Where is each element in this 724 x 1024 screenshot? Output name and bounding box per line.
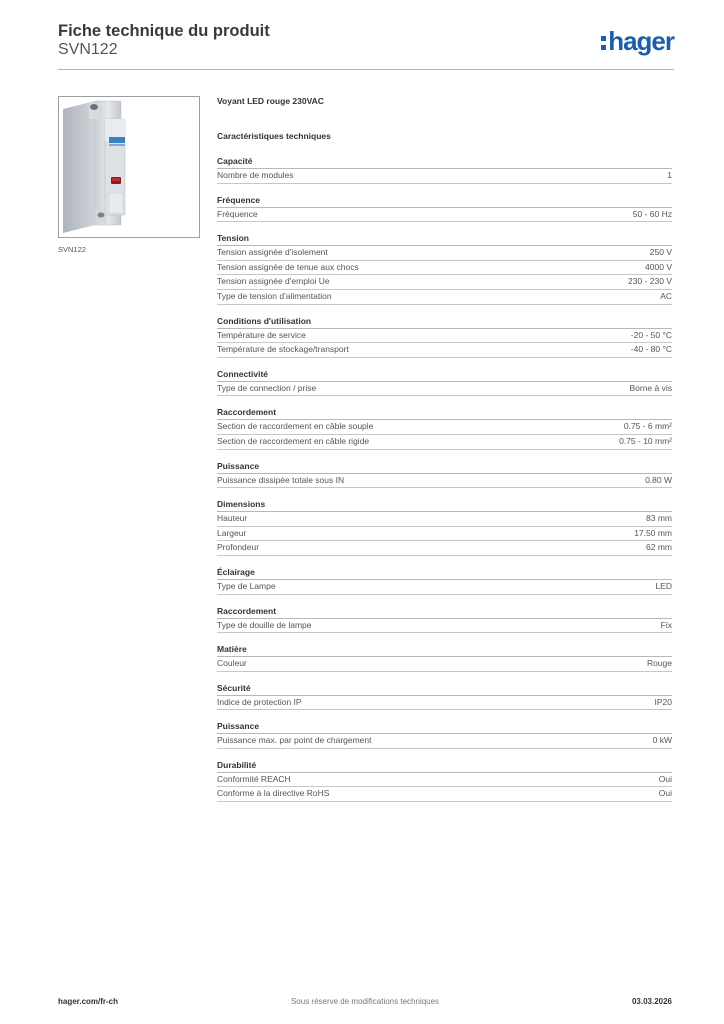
spec-value: Oui [658, 773, 672, 784]
spec-label: Température de service [217, 329, 306, 340]
spec-group-title: Puissance [217, 720, 672, 734]
spec-group [217, 605, 672, 634]
spec-row [217, 290, 672, 305]
page-footer [58, 997, 672, 1011]
spec-row [217, 541, 672, 556]
spec-value: 1 [667, 170, 672, 180]
spec-value: -20 - 50 °C [630, 329, 672, 340]
spec-group [217, 194, 672, 223]
spec-value: -40 - 80 °C [630, 344, 672, 355]
spec-group-title: Dimensions [217, 498, 672, 512]
product-image [58, 96, 200, 238]
spec-label: Largeur [217, 527, 247, 538]
spec-groups [217, 155, 672, 802]
spec-row [217, 246, 672, 261]
spec-label: Conformité REACH [217, 773, 291, 784]
spec-row [217, 512, 672, 527]
spec-label: Tension assignée de tenue aux chocs [217, 261, 359, 272]
spec-group [217, 498, 672, 556]
spec-label: Hauteur [217, 513, 248, 524]
spec-group [217, 406, 672, 449]
product-reference: SVN122 [58, 41, 118, 58]
spec-row [217, 657, 672, 672]
spec-label: Type de tension d'alimentation [217, 290, 332, 301]
spec-group-title: Matière [217, 643, 672, 657]
spec-label: Température de stockage/transport [217, 344, 349, 355]
page-header [58, 20, 674, 70]
spec-label: Indice de protection IP [217, 696, 302, 707]
spec-row [217, 329, 672, 344]
spec-value: 83 mm [646, 513, 672, 524]
spec-row [217, 208, 672, 223]
footer-website: hager.com/fr-ch [58, 997, 119, 1006]
spec-row [217, 696, 672, 711]
spec-group [217, 155, 672, 184]
spec-group [217, 368, 672, 397]
spec-value: 50 - 60 Hz [632, 208, 672, 219]
hager-logo [601, 26, 674, 56]
spec-value: 230 - 230 V [628, 276, 672, 287]
spec-group-title: Sécurité [217, 682, 672, 696]
spec-row [217, 527, 672, 542]
header-divider [58, 69, 674, 70]
spec-row [217, 343, 672, 358]
indicator-light-module-icon [59, 97, 199, 237]
spec-value: 0.75 - 6 mm² [623, 421, 672, 432]
spec-group-title: Raccordement [217, 605, 672, 619]
spec-value: AC [660, 290, 672, 301]
spec-row [217, 734, 672, 749]
spec-value: IP20 [654, 696, 672, 707]
spec-value: 250 V [649, 247, 672, 258]
spec-group-title: Conditions d'utilisation [217, 315, 672, 329]
spec-row [217, 382, 672, 397]
spec-content [217, 95, 672, 802]
footer-notice: Sous réserve de modifications techniques [290, 997, 440, 1006]
spec-label: Type de douille de lampe [217, 619, 312, 630]
spec-group [217, 759, 672, 802]
spec-value: Oui [658, 788, 672, 799]
spec-row [217, 420, 672, 435]
spec-group-title: Tension [217, 232, 672, 246]
spec-value: Fix [660, 619, 672, 630]
spec-label: Section de raccordement en câble rigide [217, 435, 370, 446]
spec-label: Tension assignée d'emploi Ue [217, 276, 330, 287]
product-name: Voyant LED rouge 230VAC [217, 96, 324, 106]
logo-dots-icon [601, 36, 606, 50]
spec-group-title: Connectivité [217, 368, 672, 382]
spec-label: Conforme à la directive RoHS [217, 788, 330, 799]
spec-label: Tension assignée d'isolement [217, 247, 328, 258]
spec-label: Puissance max. par point de chargement [217, 735, 372, 746]
spec-label: Type de Lampe [217, 580, 276, 591]
spec-group [217, 720, 672, 749]
spec-value: 0.75 - 10 mm² [619, 435, 672, 446]
logo-text: hager [608, 26, 674, 56]
spec-label: Couleur [217, 658, 247, 669]
spec-value: 4000 V [645, 261, 672, 272]
spec-row [217, 787, 672, 802]
spec-group-title: Capacité [217, 155, 672, 169]
spec-group [217, 460, 672, 489]
spec-label: Type de connection / prise [217, 382, 317, 393]
spec-group-title: Durabilité [217, 759, 672, 773]
spec-row [217, 619, 672, 634]
spec-group [217, 566, 672, 595]
spec-value: LED [655, 580, 672, 591]
spec-value: 0.80 W [645, 474, 672, 485]
specs-section-title: Caractéristiques techniques [217, 131, 331, 141]
spec-row [217, 169, 672, 184]
spec-label: Profondeur [217, 542, 260, 553]
spec-group [217, 232, 672, 304]
spec-group [217, 682, 672, 711]
spec-row [217, 275, 672, 290]
spec-group-title: Fréquence [217, 194, 672, 208]
spec-value: 62 mm [646, 542, 672, 553]
spec-row [217, 474, 672, 489]
product-image-caption: SVN122 [58, 245, 86, 254]
spec-value: Borne à vis [629, 382, 672, 393]
spec-label: Nombre de modules [217, 170, 294, 180]
spec-group-title: Éclairage [217, 566, 672, 580]
spec-value: 0 kW [652, 735, 672, 746]
spec-label: Section de raccordement en câble souple [217, 421, 374, 432]
spec-label: Puissance dissipée totale sous IN [217, 474, 345, 485]
spec-value: 17.50 mm [634, 527, 672, 538]
spec-row [217, 773, 672, 788]
spec-row [217, 261, 672, 276]
document-title: Fiche technique du produit [58, 22, 270, 40]
spec-row [217, 580, 672, 595]
spec-label: Fréquence [217, 208, 258, 219]
spec-group-title: Puissance [217, 460, 672, 474]
spec-value: Rouge [646, 658, 672, 669]
spec-group-title: Raccordement [217, 406, 672, 420]
spec-group [217, 643, 672, 672]
spec-group [217, 315, 672, 358]
spec-row [217, 435, 672, 450]
footer-date: 03.03.2026 [631, 997, 672, 1006]
